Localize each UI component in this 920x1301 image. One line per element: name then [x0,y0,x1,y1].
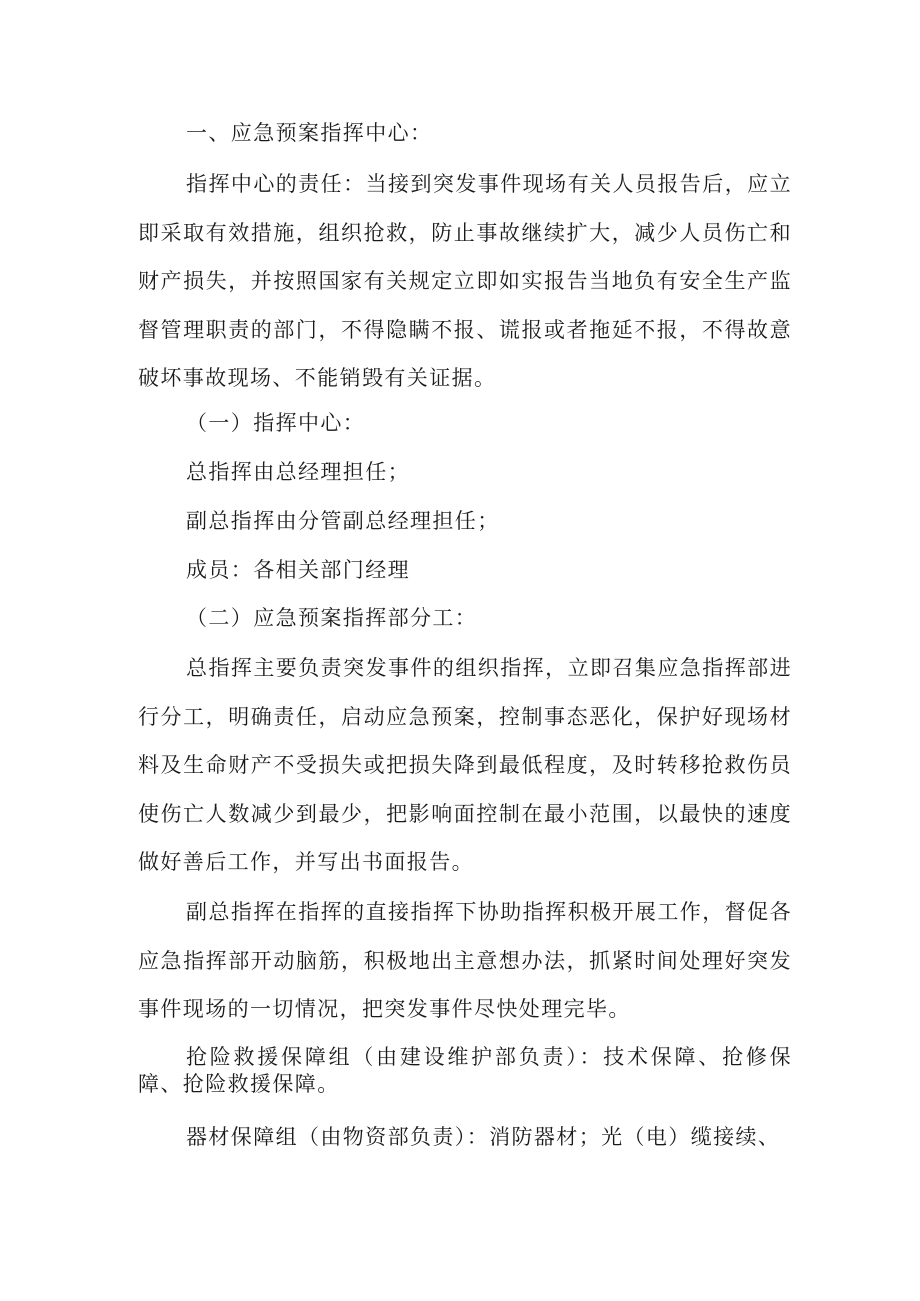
rescue-group-paragraph: 抢险救援保障组（由建设维护部负责）：技术保障、抢修保障、抢险救援保障。 [138,1045,792,1096]
deputy-commander-line: 副总指挥由分管副总经理担任； [186,509,500,533]
subsection-heading-division: （二）应急预案指挥部分工： [186,606,478,630]
section-heading: 一、应急预案指挥中心： [186,121,433,145]
commander-line: 总指挥由总经理担任； [186,460,410,484]
subsection-heading-command-center: （一）指挥中心： [186,411,366,435]
equipment-group-paragraph: 器材保障组（由物资部负责）：消防器材；光（电）缆接续、 [186,1125,781,1149]
commander-duties-paragraph: 总指挥主要负责突发事件的组织指挥，立即召集应急指挥部进行分工，明确责任，启动应急预案，控制事态恶化，保护好现场材料及生命财产不受损失或把损失降到最低程度，及时转移抢救伤员使伤亡人数减少到最少，把影响面控制在最小范围，以最快的速度做好善后工作，并写出书面报告。 [138,656,792,874]
responsibility-paragraph: 指挥中心的责任：当接到突发事件现场有关人员报告后，应立即采取有效措施，组织抢救，防止事故继续扩大，减少人员伤亡和财产损失，并按照国家有关规定立即如实报告当地负有安全生产监督管理职责的部门，不得隐瞒不报、谎报或者拖延不报，不得故意破坏事故现场、不能销毁有关证据。 [138,172,792,390]
members-line: 成员：各相关部门经理 [186,558,410,582]
deputy-duties-paragraph: 副总指挥在指挥的直接指挥下协助指挥积极开展工作，督促各应急指挥部开动脑筋，积极地出主意想办法，抓紧时间处理好突发事件现场的一切情况，把突发事件尽快处理完毕。 [138,900,792,1021]
